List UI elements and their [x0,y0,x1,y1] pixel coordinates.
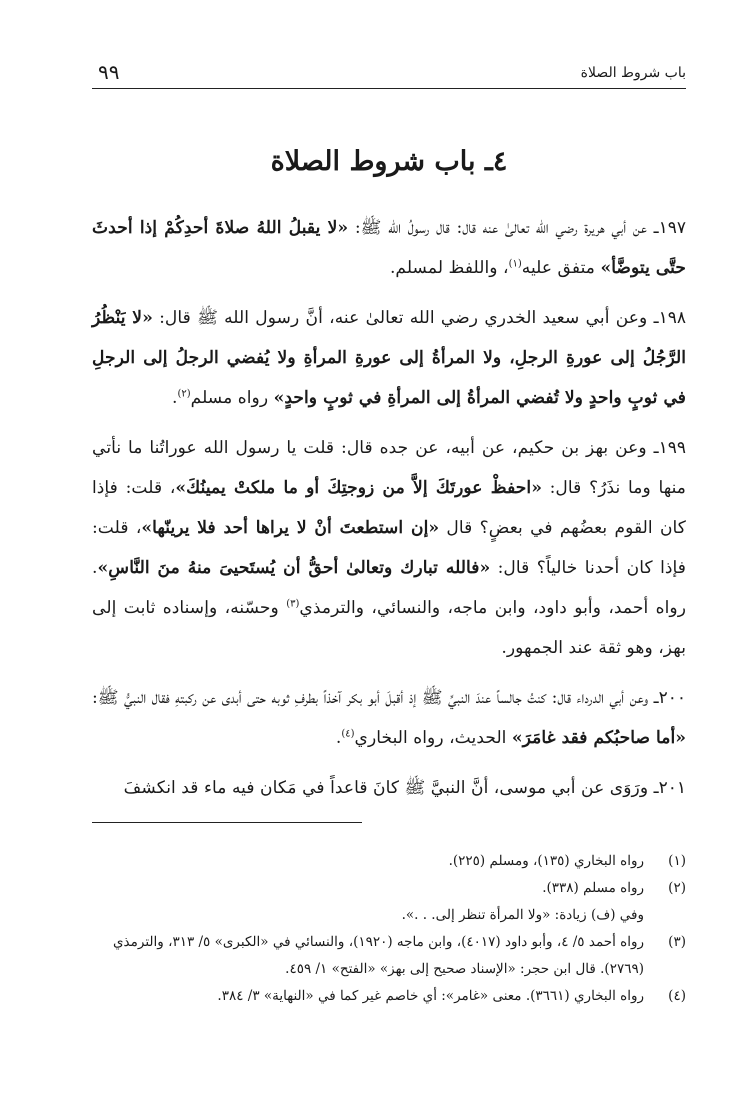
hadith-quote: «احفظْ عورتَكَ إلاَّ من زوجتِكَ أو ما ملكتْ يمينُكَ» [175,478,542,498]
body-text [92,208,686,818]
hadith-quote: «لا يَنْظُرُ الرَّجُلُ إلى عورةِ الرجلِ، ولا المرأةُ إلى عورةِ المرأةِ ولا يُفضي الرجلُ إلى الرجلِ في ثوبٍ واحدٍ ولا تُفضي المرأةُ إلى المرأةِ في ثوبٍ واحدٍ» [92,308,686,408]
hadith-200 [92,678,686,758]
footnotes [92,848,686,1010]
hadith-text: وعن بهز بن حكيم، عن أبيه، عن جده قال: قلت يا رسول الله عوراتُنا ما نأتي منها وما نذَرُ؟ قال: [92,438,687,498]
running-title: باب شروط الصلاة [580,65,686,81]
hadith-text: الحديث، رواه البخاري [354,728,512,748]
hadith-quote: «إن استطعتَ أنْ لا يراها أحد فلا يرينّها» [141,518,440,538]
hadith-text: ، واللفظ لمسلم. [389,258,509,278]
hadith-text: . [171,388,178,408]
hadith-quote: «أما صاحبُكم فقد غامَرَ» [511,728,686,748]
footnote-item [92,848,686,875]
footnote-number: (٢) [668,880,686,896]
hadith-198 [92,298,686,418]
footnote-number: (٤) [668,988,686,1004]
running-header [92,58,686,89]
hadith-quote: «فالله تبارك وتعالىٰ أحقُّ أن يُستَحيىَ منهُ منَ النَّاسِ» [97,558,491,578]
hadith-text: عن أبي هريرة رضي الله تعالىٰ عنه قال: قال رسولُ الله ﷺ: [348,218,654,238]
hadith-197 [92,208,686,288]
hadith-text: رواه مسلم [190,388,274,408]
hadith-number: ٢٠٠ـ [653,688,686,708]
footnote-text: رواه أحمد ٥/ ٤، وأبو داود (٤٠١٧)، وابن ماجه (١٩٢٠)، والنسائي في «الكبرى» ٥/ ٣١٣، والترمذي (٢٧٦٩). قال ابن حجر: «الإسناد صحيح إلى بهز» «الفتح» ١/ ٤٥٩. [112,934,644,977]
hadith-199 [92,428,686,668]
hadith-quote: «لا يقبلُ اللهُ صلاةَ أحدِكُمْ إذا أحدثَ حتَّى يتوضَّأ» [92,218,686,278]
hadith-text: وحسّنه، وإسناده ثابت إلى بهز، وهو ثقة عند الجمهور. [92,598,686,658]
footnote-ref[interactable]: (٣) [286,598,300,610]
footnote-number: (١) [668,853,686,869]
page-number: ٩٩ [98,60,120,84]
footnote-item [92,983,686,1010]
footnote-item [92,875,686,902]
hadith-number: ١٩٩ـ [653,438,686,458]
hadith-201 [92,768,686,808]
hadith-text: . رواه أحمد، وأبو داود، وابن ماجه، والنسائي، والترمذي [92,558,687,618]
hadith-text: ورَوَى عن أبي موسى، أنَّ النبيَّ ﷺ كانَ قاعداً في مَكان فيه ماء قد انكشفَ [123,778,654,798]
hadith-text: ، قلت: فإذا كان القوم بعضُهم في بعضٍ؟ قال [92,478,686,538]
hadith-text: ، قلت: فإذا كان أحدنا خالياً؟ قال: [92,518,686,578]
footnote-subnote: وفي (ف) زيادة: «ولا المرأة تنظر إلى. . .». [401,907,644,923]
footnote-ref[interactable]: (٤) [341,728,355,740]
hadith-text: . [335,728,342,748]
footnote-text: رواه البخاري (١٣٥)، ومسلم (٢٢٥). [448,853,644,869]
hadith-text: وعن أبي الدرداء قال: كنتُ جالساً عندَ النبيِّ ﷺ إذ أقبلَ أبو بكر آخذاً بطرفِ ثوبه حتى أبدى عن ركبتهِ فقال النبيُّ ﷺ: [92,688,654,708]
hadith-number: ١٩٨ـ [653,308,686,328]
chapter-title: ٤ـ باب شروط الصلاة [270,146,508,177]
footnote-divider [92,822,362,823]
footnote-item [92,929,686,983]
footnote-number: (٣) [668,934,686,950]
hadith-number: ٢٠١ـ [653,778,686,798]
hadith-text: وعن أبي سعيد الخدري رضي الله تعالىٰ عنه، أنَّ رسول الله ﷺ قال: [152,308,654,328]
footnote-text: رواه مسلم (٣٣٨). [542,880,644,896]
footnote-ref[interactable]: (٢) [177,388,191,400]
footnote-text: رواه البخاري (٣٦٦١). معنى «غامر»: أي خاصم غير كما في «النهاية» ٣/ ٣٨٤. [217,988,644,1004]
book-page [92,0,686,1111]
hadith-text: متفق عليه [521,258,601,278]
footnote-ref[interactable]: (١) [508,258,522,270]
hadith-number: ١٩٧ـ [653,218,686,238]
